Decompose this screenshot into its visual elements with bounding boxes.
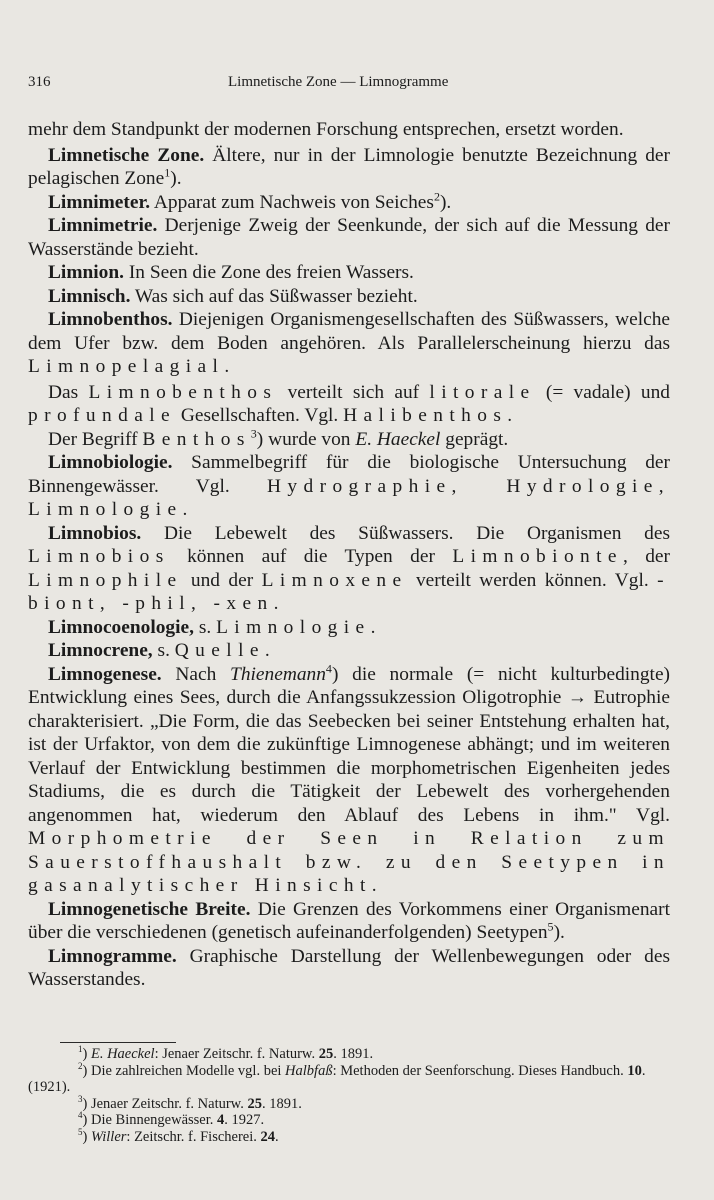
footnote-mark: 3	[78, 1093, 83, 1104]
footnote-ref: 2	[433, 189, 440, 204]
entry-limnocoenologie: Limnocoenologie, s. Limnologie.	[48, 616, 376, 638]
footnote-ref: 5	[547, 919, 554, 934]
footnote-2: $^2$) Die zahlreichen Modelle vgl. bei Halbfaß: Methoden der Seenforschung. Dieses Handbuch. 10. (1921).	[28, 1060, 646, 1095]
author-name: E. Haeckel	[355, 428, 441, 450]
spaced-term: Morphometrie der Seen in Relation zum Sauerstoffhaushalt bzw. zu den Seetypen in gasanalytischer Hinsicht	[28, 828, 670, 896]
entry-limnimetrie: Limnimetrie. Derjenige Zweig der Seenkunde, der sich auf die Messung der Wasserstände bezieht.	[28, 215, 670, 260]
footnote-3: $^3$) Jenaer Zeitschr. f. Naturw. 25. 1891.	[78, 1093, 302, 1112]
spaced-term: Benthos	[142, 428, 251, 450]
entry-limnisch: Limnisch. Was sich auf das Süßwasser bezieht.	[48, 285, 418, 307]
spaced-term: Limnopelagial	[28, 356, 225, 377]
entry-term: Limnobenthos.	[48, 309, 173, 330]
spaced-term: Halibenthos	[343, 405, 508, 426]
footnote-rule	[60, 1042, 176, 1043]
running-header	[28, 74, 668, 98]
footnote-ref: 1	[164, 165, 171, 180]
page-number: 316	[28, 74, 51, 90]
entry-term: Limnobios.	[48, 522, 142, 544]
author-name: Willer	[90, 1128, 127, 1145]
footnotes	[28, 1046, 670, 1145]
spaced-term: Quelle	[174, 640, 265, 661]
page-body	[28, 118, 670, 992]
entry-limnobenthos: Limnobenthos. Diejenigen Organismengesellschaften des Süßwassers, welche dem Ufer bzw. dem Boden angehören. Als Parallelerscheinung hierzu das Limnopelagial.	[28, 309, 670, 377]
entry-limnobenthos-detail: Das Limnobenthos verteilt sich auf litorale (= vadale) und profundale Gesellschaften. Vgl. Halibenthos.	[28, 381, 670, 426]
author-name: Halbfaß	[285, 1062, 333, 1079]
volume-number: 4	[217, 1112, 225, 1128]
spaced-term: Limnoxene	[261, 569, 408, 591]
author-name: Thienemann	[230, 663, 326, 685]
running-title: Limnetische Zone — Limnogramme	[228, 74, 449, 90]
entry-limnogenese: Limnogenese. Nach Thienemann$^4$) die normale (= nicht kulturbedingte) Entwicklung eines Sees, durch die Anfangssukzession Oligotrophie → Eutrophie charakterisiert. „Die Form, die das Seebecken bei seiner Entstehung erhalten hat, ist der Urfaktor, von dem die zukünftige Limnogenese abhängt; und im weiteren Verlauf der Entwicklung bestimmen die morphometrischen Eigenheiten jedes Stadiums, die es durch die Tätigkeit der Lebewelt des vorhergehenden angenommen hat, wiederum den Ablauf des Lebens in ihm." Vgl. Morphometrie der Seen in Relation zum Sauerstoffhaushalt bzw. zu den Seetypen in gasanalytischer Hinsicht.	[28, 661, 671, 896]
entry-term: Limnogenetische Breite.	[48, 898, 251, 920]
entry-limnobiologie: Limnobiologie. Sammelbegriff für die biologische Untersuchung der Binnengewässer. Vgl. Hydrographie, Hydrologie, Limnologie.	[28, 452, 671, 520]
entry-term: Limnimeter.	[48, 191, 151, 213]
entry-term: Limnetische Zone.	[48, 144, 205, 166]
spaced-term: Limnophile	[28, 569, 183, 591]
entry-term: Limnogramme.	[48, 945, 177, 967]
entry-limnobios: Limnobios. Die Lebewelt des Süßwassers. Die Organismen des Limnobios können auf die Typen der Limnobionte, der Limnophile und der Limnoxene verteilt werden können. Vgl. -biont, -phil, -xen.	[28, 522, 670, 614]
entry-term: Limnogenese.	[48, 663, 162, 685]
volume-number: 10	[627, 1062, 642, 1079]
footnote-mark: 4	[78, 1110, 83, 1121]
spaced-term: Limnologie	[216, 616, 371, 638]
footnote-1: $^1$) E. Haeckel: Jenaer Zeitschr. f. Naturw. 25. 1891.	[78, 1044, 374, 1062]
entry-term: Limnocoenologie,	[48, 616, 194, 638]
entry-limnimeter: Limnimeter. Apparat zum Nachweis von Seiches$^2$).	[48, 189, 452, 213]
footnote-ref: 4	[325, 661, 332, 676]
entry-term: Limnisch.	[48, 285, 131, 307]
entry-term: Limnimetrie.	[48, 215, 158, 236]
spaced-term: Limnobionte	[452, 546, 623, 567]
footnote-mark: 1	[78, 1044, 83, 1055]
entry-term: Limnobiologie.	[48, 452, 173, 473]
footnote-4: $^4$) Die Binnengewässer. 4. 1927.	[78, 1110, 265, 1128]
entry-limnogramme: Limnogramme. Graphische Darstellung der Wellenbewegungen oder des Wasserstandes.	[28, 945, 670, 990]
entry-continuation: mehr dem Standpunkt der modernen Forschung entsprechen, ersetzt worden.	[28, 119, 624, 140]
spaced-term: Hydrographie, Hydrologie, Limnologie	[28, 475, 671, 520]
entry-limnogenetische-breite: Limnogenetische Breite. Die Grenzen des Vorkommens einer Organismenart über die verschiedenen (genetisch aufeinanderfolgenden) Seetypen$^5$).	[28, 898, 670, 943]
volume-number: 25	[247, 1095, 262, 1112]
entry-term: Limnion.	[48, 262, 124, 283]
entry-limnocrene: Limnocrene, s. Quelle.	[48, 640, 270, 661]
footnote-mark: 5	[78, 1126, 83, 1137]
spaced-term: Limnobenthos	[88, 381, 278, 403]
entry-limnetische-zone: Limnetische Zone. Ältere, nur in der Limnologie benutzte Bezeichnung der pelagischen Zone$^1$).	[28, 144, 670, 189]
spaced-term: Limnobios	[28, 546, 170, 567]
footnote-ref: 3	[250, 426, 257, 441]
entry-term: Limnocrene,	[48, 640, 153, 661]
entry-limnion: Limnion. In Seen die Zone des freien Wassers.	[48, 262, 414, 283]
spaced-term: litorale	[429, 381, 536, 403]
volume-number: 24	[260, 1128, 276, 1145]
spaced-term: profundale	[28, 405, 177, 426]
entry-benthos-origin: Der Begriff Benthos$^3$) wurde von E. Haeckel geprägt.	[48, 426, 509, 450]
footnote-5: $^5$) Willer: Zeitschr. f. Fischerei. 24.	[78, 1126, 279, 1145]
author-name: E. Haeckel	[90, 1046, 155, 1062]
volume-number: 25	[318, 1046, 334, 1062]
spaced-term: -biont, -phil, -xen	[28, 569, 670, 614]
footnote-mark: 2	[78, 1060, 83, 1071]
